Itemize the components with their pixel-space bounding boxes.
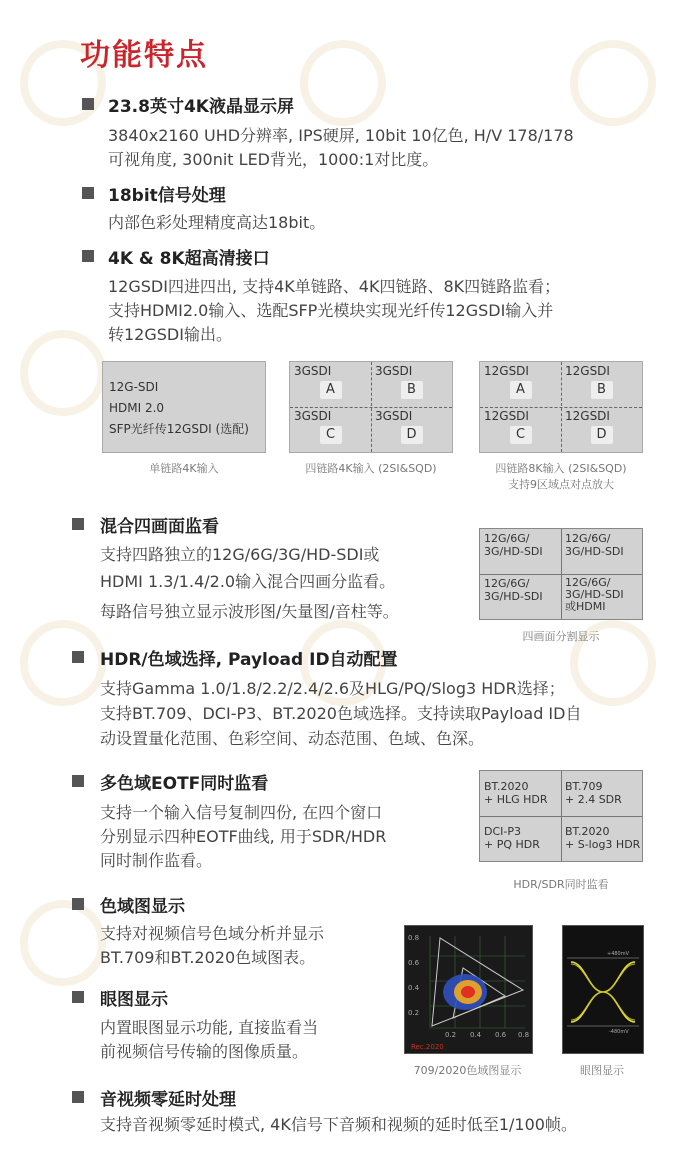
quadrant-top-label: 3GSDI: [294, 409, 332, 423]
page-title: 功能特点: [80, 38, 208, 73]
section-text: 支持四路独立的12G/6G/3G/HD-SDI或: [100, 545, 380, 564]
quadrant-letter: D: [591, 426, 613, 444]
axis-tick: 0.2: [408, 1009, 420, 1017]
eye-plot: [563, 926, 643, 1053]
view-cell: 12G/6G/ 3G/HD-SDI: [565, 532, 624, 558]
eotf-diagram: [479, 770, 643, 862]
quadrant-letter: D: [401, 426, 423, 444]
quadrant-d: [561, 407, 642, 452]
single-link-diagram: [102, 361, 266, 453]
quadrant-letter: C: [320, 426, 342, 444]
axis-tick: 0.6: [495, 1031, 507, 1039]
bullet-square: [82, 250, 94, 262]
view-cell: 12G/6G/ 3G/HD-SDI: [484, 532, 543, 558]
section-heading: 18bit信号处理: [108, 186, 226, 206]
section-text: 前视频信号传输的图像质量。: [100, 1042, 309, 1061]
diagram-caption: 眼图显示: [580, 1064, 624, 1077]
section-heading: HDR/色域选择, Payload ID自动配置: [100, 650, 398, 670]
axis-tick: 0.6: [408, 959, 420, 967]
bullet-square: [72, 898, 84, 910]
section-text: 支持对视频信号色域分析并显示: [100, 924, 325, 943]
diagram-caption: 单链路4K输入: [149, 462, 219, 475]
diagram-caption: 四链路4K输入 (2SI&SQD): [305, 462, 437, 475]
quadrant-d: [371, 407, 452, 452]
section-text: 支持Gamma 1.0/1.8/2.2/2.4/2.6及HLG/PQ/Slog3 HDR选择；: [100, 679, 565, 698]
section-text: 动设置量化范围、色彩空间、动态范围、色域、色深。: [100, 729, 485, 748]
diagram-caption: 四画面分割显示: [522, 630, 600, 643]
quadrant-top-label: 12GSDI: [565, 409, 610, 423]
watermark-ring: [300, 40, 386, 126]
section-heading: 眼图显示: [100, 990, 168, 1010]
watermark-ring: [20, 620, 106, 706]
four-view-diagram: [479, 528, 643, 620]
eotf-cell: BT.709 + 2.4 SDR: [565, 780, 622, 806]
quadrant-top-label: 12GSDI: [565, 364, 610, 378]
section-heading: 4K & 8K超高清接口: [108, 249, 270, 269]
gamut-diagram: [404, 925, 533, 1054]
quadrant-letter: A: [320, 381, 342, 399]
quadrant-top-label: 12GSDI: [484, 409, 529, 423]
section-text: 内置眼图显示功能, 直接监看当: [100, 1018, 319, 1037]
section-text: 内部色彩处理精度高达18bit。: [108, 213, 326, 232]
input-label: HDMI 2.0: [109, 401, 165, 415]
view-cell: 12G/6G/ 3G/HD-SDI: [484, 577, 543, 603]
quadrant-top-label: 3GSDI: [375, 364, 413, 378]
watermark-ring: [20, 330, 106, 416]
watermark-ring: [20, 900, 106, 986]
axis-tick: 0.2: [445, 1031, 457, 1039]
eotf-cell: BT.2020 + HLG HDR: [484, 780, 548, 806]
section-text: 同时制作监看。: [100, 851, 213, 870]
section-text: BT.709和BT.2020色域图表。: [100, 948, 316, 967]
bullet-square: [82, 187, 94, 199]
divider: [480, 816, 642, 817]
quadrant-c: [290, 407, 371, 452]
bullet-square: [82, 98, 94, 110]
bullet-square: [72, 651, 84, 663]
section-heading: 23.8英寸4K液晶显示屏: [108, 97, 294, 117]
axis-tick: 0.8: [518, 1031, 530, 1039]
section-text: 每路信号独立显示波形图/矢量图/音柱等。: [100, 602, 399, 621]
watermark-ring: [570, 40, 656, 126]
section-heading: 色域图显示: [100, 897, 185, 917]
quadrant-letter: A: [510, 381, 532, 399]
color-cloud: [461, 986, 475, 998]
quadrant-a: [290, 362, 371, 407]
section-text: 支持BT.709、DCI-P3、BT.2020色域选择。支持读取Payload ID自: [100, 704, 582, 723]
quadrant-a: [480, 362, 561, 407]
section-heading: 多色域EOTF同时监看: [100, 774, 269, 794]
bullet-square: [72, 518, 84, 530]
section-text: 支持一个输入信号复制四份, 在四个窗口: [100, 803, 383, 822]
quad-link-8k-diagram: [479, 361, 643, 453]
section-text: 支持HDMI2.0输入、选配SFP光模块实现光纤传12GSDI输入并: [108, 301, 554, 320]
quadrant-top-label: 3GSDI: [375, 409, 413, 423]
section-heading: 音视频零延时处理: [100, 1090, 236, 1110]
axis-tick: 0.8: [408, 934, 420, 942]
quadrant-letter: B: [591, 381, 613, 399]
section-text: 可视角度, 300nit LED背光，1000:1对比度。: [108, 150, 439, 169]
section-text: 分别显示四种EOTF曲线, 用于SDR/HDR: [100, 827, 387, 846]
quadrant-letter: B: [401, 381, 423, 399]
diagram-caption: 支持9区域点对点放大: [508, 478, 614, 491]
quadrant-b: [371, 362, 452, 407]
eye-diagram: [562, 925, 644, 1054]
diagram-caption: HDR/SDR同时监看: [513, 878, 609, 891]
section-heading: 混合四画面监看: [100, 517, 219, 537]
eotf-cell: DCI-P3 + PQ HDR: [484, 825, 540, 851]
quadrant-letter: C: [510, 426, 532, 444]
axis-tick: 0.4: [470, 1031, 482, 1039]
diagram-caption: 四链路8K输入 (2SI&SQD): [495, 462, 627, 475]
quad-link-4k-diagram: [289, 361, 453, 453]
bullet-square: [72, 991, 84, 1003]
input-label: 12G-SDI: [109, 380, 159, 394]
quadrant-b: [561, 362, 642, 407]
quadrant-top-label: 3GSDI: [294, 364, 332, 378]
gamut-footer: Rec.2020: [411, 1043, 444, 1051]
eotf-cell: BT.2020 + S-log3 HDR: [565, 825, 641, 851]
eye-bottom-label: -480mV: [609, 1029, 629, 1035]
gamut-plot: [405, 926, 532, 1053]
eye-trace: [571, 964, 635, 1020]
axis-tick: 0.4: [408, 984, 420, 992]
section-text: 支持音视频零延时模式, 4K信号下音频和视频的延时低至1/100帧。: [100, 1115, 577, 1134]
section-text: 转12GSDI输出。: [108, 325, 232, 344]
section-text: 12GSDI四进四出, 支持4K单链路、4K四链路、8K四链路监看；: [108, 277, 561, 296]
eye-top-label: +480mV: [607, 951, 630, 957]
section-text: HDMI 1.3/1.4/2.0输入混合四画分监看。: [100, 572, 396, 591]
quadrant-c: [480, 407, 561, 452]
view-cell: 12G/6G/ 3G/HD-SDI 或HDMI: [565, 576, 624, 613]
bullet-square: [72, 775, 84, 787]
diagram-caption: 709/2020色域图显示: [413, 1064, 522, 1077]
input-label: SFP光纤传12GSDI (选配): [109, 422, 249, 436]
section-text: 3840x2160 UHD分辨率, IPS硬屏, 10bit 10亿色, H/V 178/178: [108, 126, 574, 145]
quadrant-top-label: 12GSDI: [484, 364, 529, 378]
bullet-square: [72, 1091, 84, 1103]
